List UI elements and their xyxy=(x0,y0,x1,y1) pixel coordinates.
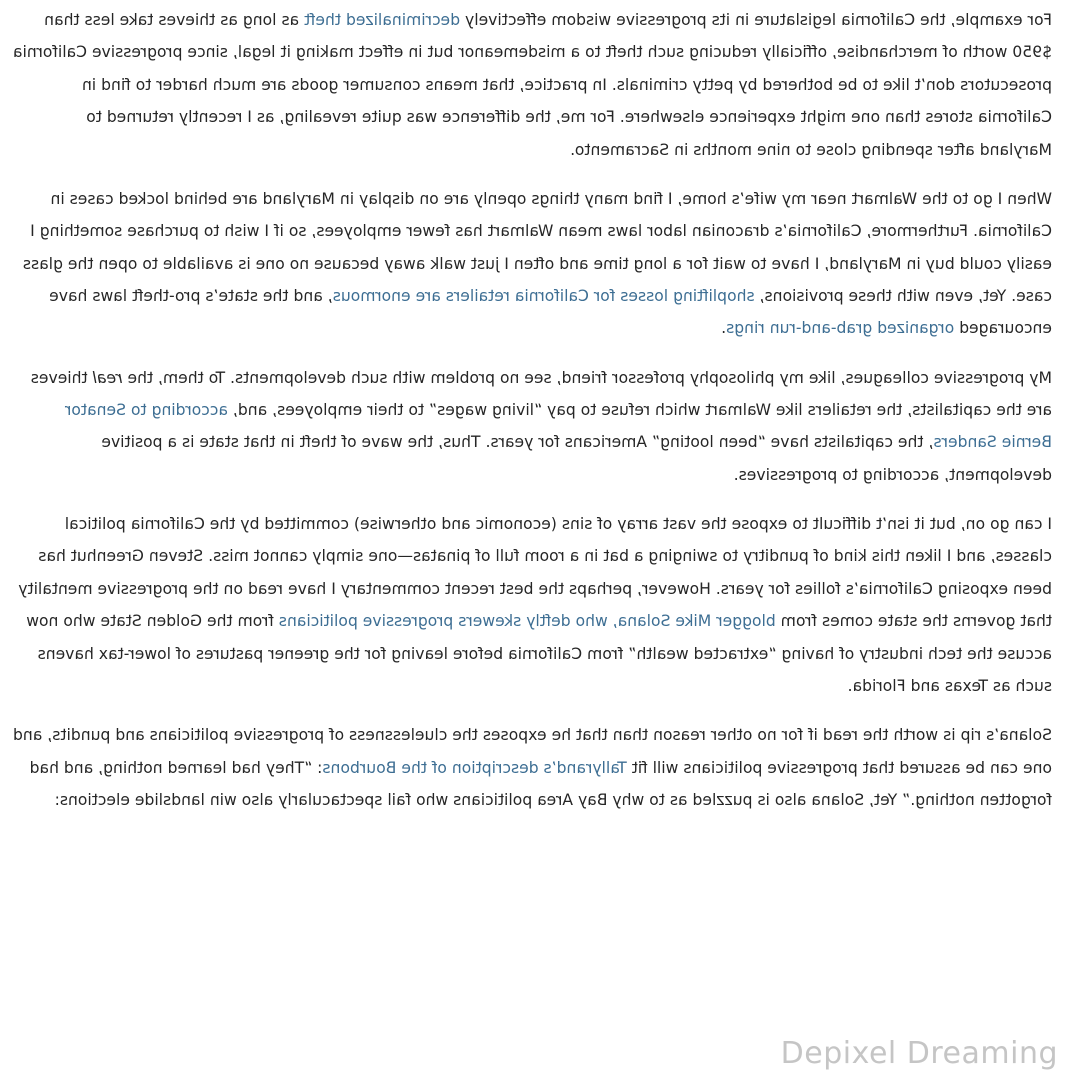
link-shoplifting-losses[interactable]: shoplifting losses for California retailers are enormous xyxy=(332,287,755,306)
link-grab-and-run-rings[interactable]: organized grab-and-run rings xyxy=(726,319,955,338)
paragraph-text: as long as thieves take less than $950 worth of merchandise, officially reducing such theft to a misdemeanor but in effect making it legal, since progressive California prosecutors don’t like to be bothered by petty criminals. In practice, that means consumer goods are much harder to find in California stores than one might experience elsewhere. For me, the difference was quite revealing, as I recently returned to Maryland after spending close to nine months in Sacramento. xyxy=(12,11,1052,159)
paragraph-text: For example, the California legislature in its progressive wisdom effectively xyxy=(460,11,1052,29)
paragraph-text: Solana’s rip is worth the read if for no other reason than that he exposes the cluelessness of progressive politicians and pundits, and one can be assured that progressive politicians will fit xyxy=(13,726,1052,777)
paragraph-5 xyxy=(12,719,1052,816)
paragraph-1 xyxy=(12,4,1052,166)
article-body xyxy=(12,4,1052,833)
emphasis-real: real xyxy=(92,368,123,387)
link-blogger-mike-solana[interactable]: blogger Mike Solana, who deftly skewers progressive politicians xyxy=(278,612,776,631)
paragraph-text: I can go on, but it isn’t difficult to expose the vast array of sins (economic and otherwise) committed by the California political classes, and I liken this kind of punditry to swinging a bat in a room full of pinatas—one simply cannot miss. Steven Greenhut has been exposing California’s follies for years. However, perhaps the best recent commentary I have read on the progressive mentality that governs the state comes from xyxy=(18,515,1052,631)
paragraph-text: , and the state’s pro-theft laws have encouraged xyxy=(49,287,1052,338)
paragraph-4 xyxy=(12,508,1052,702)
paragraph-text: When I go to the Walmart near my wife’s home, I find many things openly are on display in Maryland are behind locked cases in California. Furthermore, California’s draconian labor laws mean Walmart has fewer employees, so if I wish to purchase something I easily could buy in Maryland, I have to wait for a long time and often I just walk away because no one is available to open the glass case. Yet, even with these provisions, xyxy=(22,189,1052,306)
watermark-text: Depixel Dreaming xyxy=(780,1036,1058,1071)
paragraph-2 xyxy=(12,183,1052,345)
link-bernie-sanders[interactable]: according to Senator Bernie Sanders xyxy=(64,401,1052,452)
paragraph-text: , the capitalists have “been looting” Americans for years. Thus, the wave of theft in that state is a positive development, according to progressives. xyxy=(101,433,1052,484)
link-decriminalized-theft[interactable]: decriminalized theft xyxy=(304,11,461,29)
paragraph-3 xyxy=(12,362,1052,492)
paragraph-text: My progressive colleagues, like my philosophy professor friend, see no problem with such developments. To them, the xyxy=(122,368,1052,387)
link-tallyrand-description[interactable]: Tallyrand’s description of the Bourbons xyxy=(322,758,627,777)
paragraph-text: : “They had learned nothing, and had forgotten nothing.” Yet, Solana also is puzzled as to why Bay Area politicians who fail spectacularly also win landslide elections: xyxy=(29,758,1052,810)
paragraph-text: . xyxy=(721,319,727,338)
paragraph-text: thieves are the capitalists, the retailers like Walmart which refuse to pay “living wages” to their employees, and, xyxy=(30,368,1052,420)
paragraph-text: from the Golden State who now accuse the tech industry of having “extracted wealth” from California before leaving for the greener pastures of lower-tax havens such as Texas and Florida. xyxy=(26,612,1052,696)
